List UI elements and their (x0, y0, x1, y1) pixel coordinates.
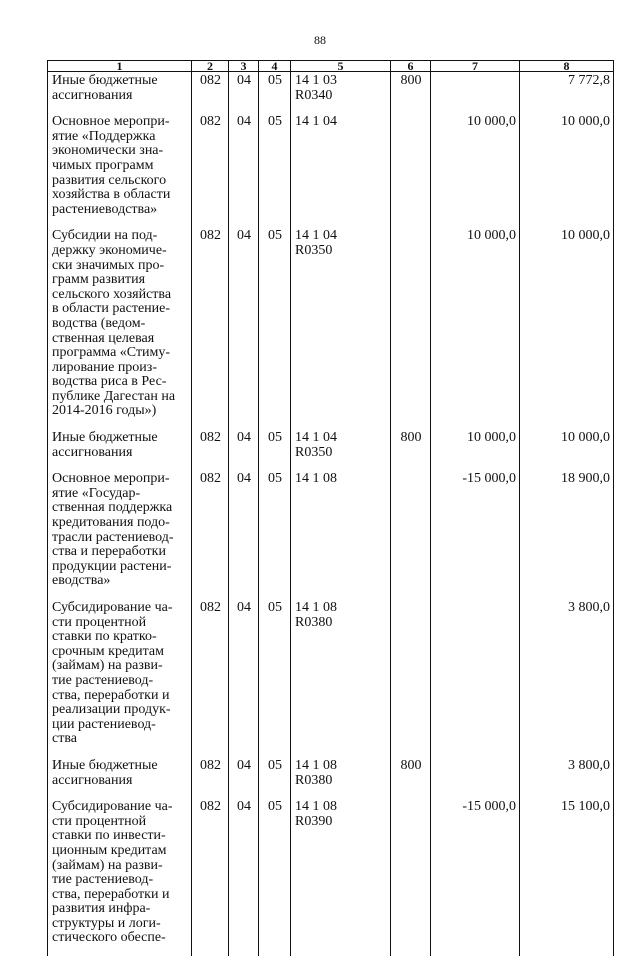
row-target-code: 14 1 08 R0380 (291, 599, 391, 757)
row-subsection-code: 05 (259, 429, 291, 470)
row-name: Основное меропри- ятие «Поддержка экономически зна- чимых программ развития сельского хозяйства в области растениеводства» (48, 113, 192, 227)
column-header-5: 5 (291, 61, 391, 72)
row-total-amount: 7 772,8 (520, 72, 614, 114)
row-target-code: 14 1 04 (291, 113, 391, 227)
row-ministry-code: 082 (192, 429, 229, 470)
row-target-code: 14 1 08 R0390 (291, 798, 391, 956)
row-name: Иные бюджетные ассигнования (48, 429, 192, 470)
row-change-amount: -15 000,0 (431, 798, 520, 956)
row-subsection-code: 05 (259, 72, 291, 114)
page-number: 88 (314, 33, 326, 47)
row-change-amount: 10 000,0 (431, 429, 520, 470)
table-row (48, 72, 614, 114)
row-target-code: 14 1 03 R0340 (291, 72, 391, 114)
row-target-code: 14 1 08 R0380 (291, 757, 391, 798)
row-subsection-code: 05 (259, 599, 291, 757)
row-total-amount: 15 100,0 (520, 798, 614, 956)
row-section-code: 04 (229, 429, 259, 470)
column-header-7: 7 (431, 61, 520, 72)
row-change-amount (431, 757, 520, 798)
row-section-code: 04 (229, 798, 259, 956)
row-ministry-code: 082 (192, 113, 229, 227)
table-row (48, 757, 614, 798)
row-name: Субсидирование ча- сти процентной ставки по инвести- ционным кредитам (займам) на разви- тие растениевод- ства, переработки и развития инфра- структуры и логи- стического обеспе- (48, 798, 192, 956)
column-header-4: 4 (259, 61, 291, 72)
row-expense-type (391, 113, 431, 227)
row-total-amount: 18 900,0 (520, 470, 614, 599)
row-section-code: 04 (229, 470, 259, 599)
table-row (48, 798, 614, 956)
row-subsection-code: 05 (259, 798, 291, 956)
column-header-1: 1 (48, 61, 192, 72)
row-expense-type (391, 599, 431, 757)
row-expense-type: 800 (391, 72, 431, 114)
row-expense-type (391, 470, 431, 599)
row-name: Основное меропри- ятие «Государ- ственная поддержка кредитования подо- трасли растениевод- ства и переработки продукции растени- еводства» (48, 470, 192, 599)
column-header-6: 6 (391, 61, 431, 72)
row-subsection-code: 05 (259, 470, 291, 599)
row-expense-type (391, 798, 431, 956)
row-target-code: 14 1 08 (291, 470, 391, 599)
row-change-amount: 10 000,0 (431, 227, 520, 429)
row-section-code: 04 (229, 227, 259, 429)
row-change-amount: 10 000,0 (431, 113, 520, 227)
row-subsection-code: 05 (259, 757, 291, 798)
row-target-code: 14 1 04 R0350 (291, 227, 391, 429)
row-ministry-code: 082 (192, 798, 229, 956)
row-name: Иные бюджетные ассигнования (48, 72, 192, 114)
row-target-code: 14 1 04 R0350 (291, 429, 391, 470)
row-ministry-code: 082 (192, 757, 229, 798)
row-expense-type: 800 (391, 757, 431, 798)
row-change-amount (431, 72, 520, 114)
row-name: Субсидии на под- держку экономиче- ски значимых про- грамм развития сельского хозяйства в области растение- водства (ведом- ственная целевая программа «Стиму- лирование произ- водства риса в Рес- публике Дагестан на 2014-2016 годы») (48, 227, 192, 429)
table-row (48, 470, 614, 599)
row-name: Иные бюджетные ассигнования (48, 757, 192, 798)
row-ministry-code: 082 (192, 72, 229, 114)
row-total-amount: 3 800,0 (520, 599, 614, 757)
column-header-3: 3 (229, 61, 259, 72)
table-row (48, 227, 614, 429)
column-header-8: 8 (520, 61, 614, 72)
table-row (48, 429, 614, 470)
row-total-amount: 10 000,0 (520, 113, 614, 227)
row-subsection-code: 05 (259, 113, 291, 227)
row-ministry-code: 082 (192, 227, 229, 429)
row-ministry-code: 082 (192, 599, 229, 757)
budget-table (47, 60, 614, 956)
header-row (48, 61, 614, 72)
row-expense-type: 800 (391, 429, 431, 470)
row-expense-type (391, 227, 431, 429)
table-row (48, 113, 614, 227)
row-total-amount: 3 800,0 (520, 757, 614, 798)
row-change-amount: -15 000,0 (431, 470, 520, 599)
row-section-code: 04 (229, 113, 259, 227)
row-change-amount (431, 599, 520, 757)
row-subsection-code: 05 (259, 227, 291, 429)
row-section-code: 04 (229, 757, 259, 798)
column-header-2: 2 (192, 61, 229, 72)
row-section-code: 04 (229, 599, 259, 757)
row-total-amount: 10 000,0 (520, 429, 614, 470)
row-name: Субсидирование ча- сти процентной ставки по кратко- срочным кредитам (займам) на разви- тие растениевод- ства, переработки и реализации продук- ции растениевод- ства (48, 599, 192, 757)
row-section-code: 04 (229, 72, 259, 114)
row-ministry-code: 082 (192, 470, 229, 599)
table-row (48, 599, 614, 757)
row-total-amount: 10 000,0 (520, 227, 614, 429)
